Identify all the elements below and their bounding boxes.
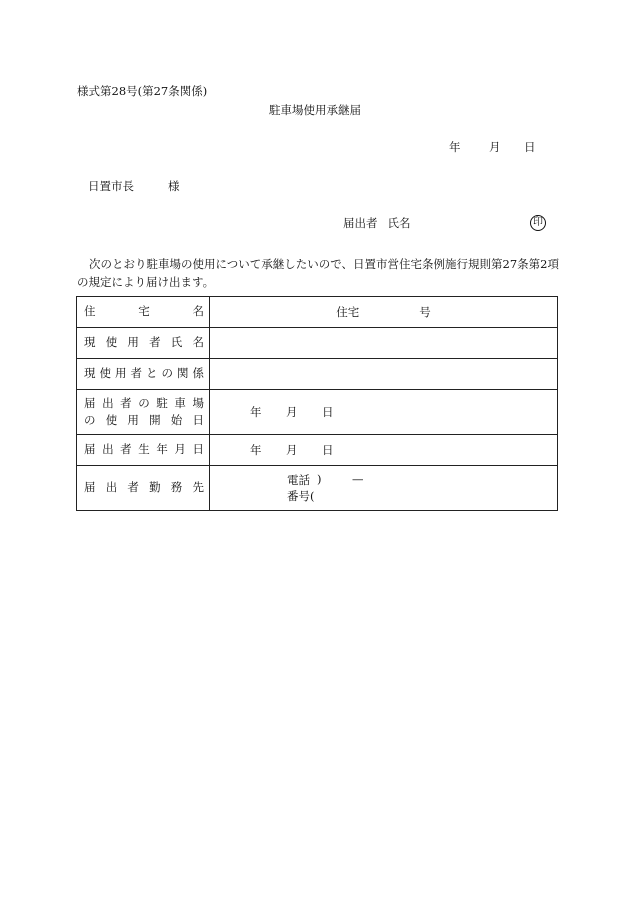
table-row-birth-date: [77, 435, 558, 466]
label-char: 用: [127, 412, 139, 427]
row-label-relationship: [77, 359, 210, 390]
applicant-line: [343, 218, 411, 230]
info-table: [76, 296, 558, 511]
field-workplace[interactable]: [210, 466, 558, 511]
label-char: 届: [84, 480, 96, 495]
field-current-user-name[interactable]: [210, 328, 558, 359]
phone-close-paren: ): [317, 472, 322, 486]
label-char: 使: [99, 366, 111, 381]
field-birth-date[interactable]: [210, 435, 558, 466]
date-year-label: 年: [449, 140, 461, 154]
label-char: 現: [84, 335, 96, 350]
label-char: 開: [149, 412, 161, 427]
table-row-relationship: [77, 359, 558, 390]
field-relationship[interactable]: [210, 359, 558, 390]
table-row-parking-start-date: [77, 390, 558, 435]
row-label-current-user-name: [77, 328, 210, 359]
row-label-residence: [77, 297, 210, 328]
birth-year-label: 年: [250, 443, 262, 457]
label-char: 出: [105, 480, 118, 495]
date-month-label: 月: [489, 140, 501, 154]
label-char: 氏: [170, 335, 183, 350]
body-text: 次のとおり駐車場の使用について承継したいので、日置市営住宅条例施行規則第27条第2項の規定により届け出ます。: [77, 257, 559, 289]
label-char: 者: [120, 442, 132, 457]
label-char: 者: [149, 335, 161, 350]
addressee-honorific: 様: [168, 179, 180, 193]
label-char: 住: [84, 304, 96, 319]
label-char: 出: [102, 396, 114, 410]
label-char: 関: [177, 366, 189, 381]
label-char: 日: [192, 412, 204, 427]
label-char: 届: [84, 442, 96, 457]
applicant-label: 届出者: [343, 216, 378, 230]
table-row-residence: [77, 297, 558, 328]
row-label-birth-date: [77, 435, 210, 466]
label-char: 現: [84, 366, 96, 381]
label-char: 用: [127, 335, 139, 350]
applicant-name-label: 氏名: [387, 216, 411, 230]
phone-dash: —: [352, 472, 364, 486]
table-row-current-user-name: [77, 328, 558, 359]
label-char: の: [84, 412, 96, 427]
birth-month-label: 月: [286, 443, 298, 457]
field-residence[interactable]: [210, 297, 558, 328]
row-label-parking-start-date: [77, 390, 210, 435]
label-char: 使: [105, 412, 118, 427]
label-char: 出: [102, 442, 114, 457]
form-number: 様式第28号(第27条関係): [77, 84, 208, 98]
label-char: 日: [192, 442, 204, 457]
label-char: 届: [84, 396, 96, 410]
label-char: 場: [192, 396, 204, 410]
residence-number-suffix: 号: [419, 305, 431, 319]
label-char: 宅: [138, 304, 150, 319]
residence-label: 住宅: [336, 305, 360, 319]
label-char: 年: [156, 442, 168, 457]
label-char: 月: [174, 442, 186, 457]
label-char: の: [138, 396, 150, 410]
label-char: 名: [192, 304, 204, 319]
label-char: 用: [115, 366, 127, 381]
start-day-label: 日: [322, 405, 334, 419]
label-char: 生: [138, 442, 150, 457]
date-day-label: 日: [524, 140, 536, 154]
start-year-label: 年: [250, 405, 262, 419]
table-row-workplace: [77, 466, 558, 511]
addressee-name: 日置市長: [88, 179, 134, 193]
field-parking-start-date[interactable]: [210, 390, 558, 435]
document-title: 駐車場使用承継届: [269, 103, 361, 117]
label-char: の: [161, 366, 173, 381]
submission-date: [449, 142, 536, 154]
label-char: 係: [192, 366, 204, 381]
label-char: 先: [192, 480, 204, 495]
label-char: 務: [170, 480, 183, 495]
seal-mark-icon: 印: [530, 215, 546, 231]
label-char: 者: [127, 480, 139, 495]
label-char: 駐: [156, 396, 168, 410]
label-char: 始: [170, 412, 183, 427]
label-char: 者: [130, 366, 142, 381]
addressee: [88, 181, 180, 193]
start-month-label: 月: [286, 405, 298, 419]
label-char: と: [146, 366, 158, 381]
birth-day-label: 日: [322, 443, 334, 457]
label-char: 車: [174, 396, 186, 410]
row-label-workplace: [77, 466, 210, 511]
label-char: 名: [192, 335, 204, 350]
phone-number-label: 電話番号(: [287, 473, 315, 503]
label-char: 勤: [149, 480, 161, 495]
label-char: 使: [105, 335, 118, 350]
label-char: 者: [120, 396, 132, 410]
